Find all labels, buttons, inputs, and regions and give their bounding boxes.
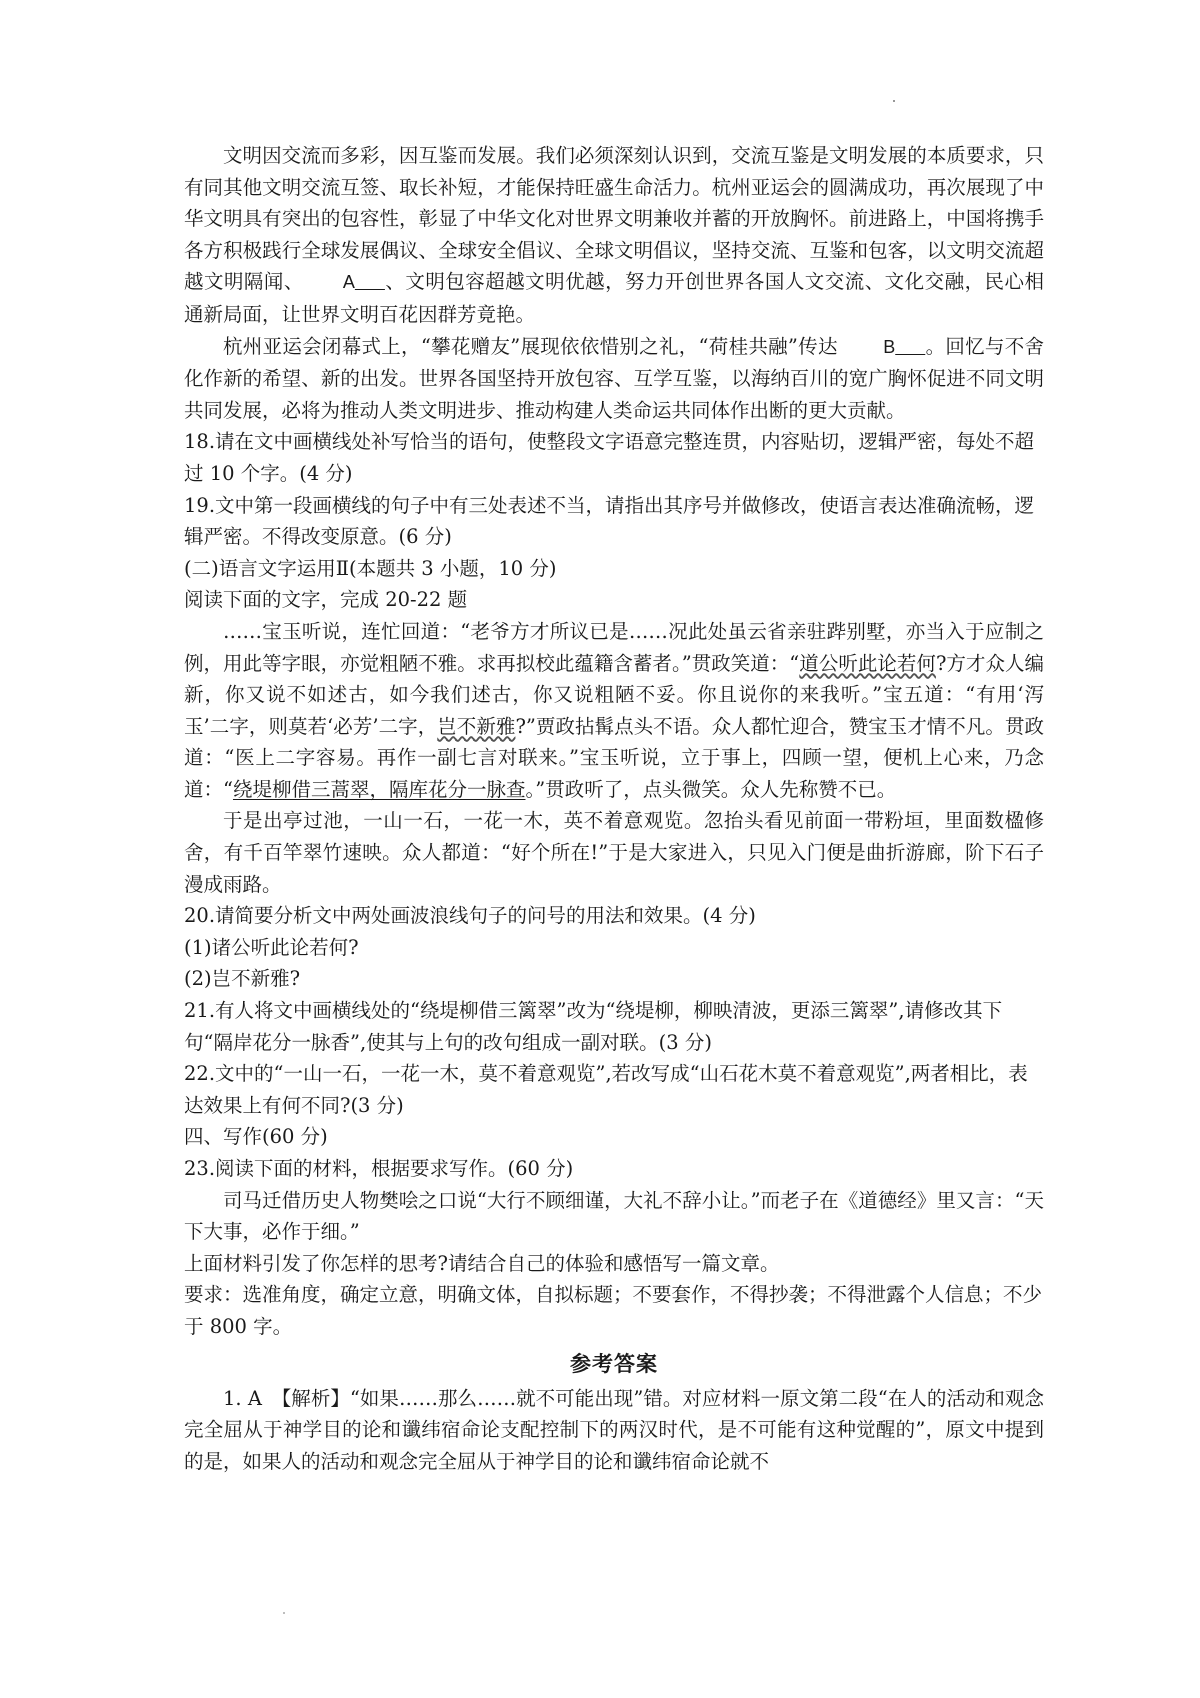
scan-speck — [893, 100, 895, 102]
question-23-requirements: 要求：选准角度，确定立意，明确文体，自拟标题；不要套作，不得抄袭；不得泄露个人信息；不少于 800 字。 — [184, 1283, 1043, 1338]
passage2-paragraph2: 于是出亭过池，一山一石，一花一木，英不着意观览。忽抬头看见前面一带粉垣，里面数楹修舍，有千百竿翠竹速映。众人都道：“好个所在!”于是大家进入，只见入门便是曲折游廊，阶下石子漫成雨路。 — [184, 809, 1044, 896]
question-21: 21.有人将文中画横线处的“绕堤柳借三篱翠”改为“绕堤柳，柳映清波，更添三篱翠”,请修改其下句“隔岸花分一脉香”,使其与上句的改句组成一副对联。(3 分) — [184, 999, 1003, 1054]
question-23-prompt: 上面材料引发了你怎样的思考?请结合自己的体验和感悟写一篇文章。 — [184, 1251, 780, 1275]
passage1-paragraph2: 杭州亚运会闭幕式上，“攀花赠友”展现依依惜别之礼，“荷桂共融”传达 B 。回忆与不舍化作新的希望、新的出发。世界各国坚持开放包容、互学互鉴，以海纳百川的宽广胸怀促进不同文明共同发展，必将为推动人类文明进步、推动构建人类命运共同体作出断的更大贡献。 — [184, 331, 1044, 427]
section-4-title: 四、写作(60 分) — [184, 1125, 328, 1149]
passage2-paragraph1: ……宝玉听说，连忙回道：“老爷方才所议已是……况此处虽云省亲驻跸别墅，亦当入于应制之例，用此等字眼，亦觉粗陋不雅。求再拟校此蕴籍含蓄者。”贯政笑道：“道公听此论若何?方才众人编新，你又说不如述古，如今我们述古，你又说粗陋不妥。你且说你的来我听。”宝五道：“有用‘泻玉’二字，则莫若‘必芳’二字，岂不新雅?”贾政拈髯点头不语。众人都忙迎合，赞宝玉才情不凡。贯政道：“医上二字容易。再作一副七言对联来。”宝玉听说，立于事上，四顾一望，便机上心来，乃念道：“绕堤柳借三蒿翠，隔库花分一脉查。”贯政听了，点头微笑。众人先称赞不已。 — [184, 619, 1044, 801]
question-20-part-2: (2)岂不新雅? — [184, 967, 301, 991]
section-2-title: (二)语言文字运用Ⅱ(本题共 3 小题，10 分) — [184, 556, 557, 580]
question-20: 20.请简要分析文中两处画波浪线句子的问号的用法和效果。(4 分) — [184, 904, 756, 928]
underlined-couplet: 绕堤柳借三蒿翠，隔库花分一脉查 — [232, 777, 526, 801]
answer-1: 1. A 【解析】“如果……那么……就不可能出现”错。对应材料一原文第二段“在人的活动和观念完全屈从于神学目的论和谶纬宿命论支配控制下的两汉时代，是不可能有这种觉醒的”，原文中提到的是，如果人的活动和观念完全屈从于神学目的论和谶纬宿命论就不 — [184, 1386, 1044, 1473]
scan-speck-bottom — [283, 1612, 285, 1614]
document-page — [184, 140, 1044, 1477]
question-18: 18.请在文中画横线处补写恰当的语句，使整段文字语意完整连贯，内容贴切，逻辑严密，每处不超过 10 个字。(4 分) — [184, 430, 1035, 485]
answers-heading: 参考答案 — [570, 1350, 658, 1376]
question-20-part-1: (1)诸公听此论若何? — [184, 935, 359, 959]
section-2-instruction: 阅读下面的文字，完成 20-22 题 — [184, 588, 468, 612]
question-22: 22.文中的“一山一石，一花一木，莫不着意观览”,若改写成“山石花木莫不着意观览”,两者相比，表达效果上有何不同?(3 分) — [184, 1062, 1028, 1117]
question-23-material: 司马迁借历史人物樊哙之口说“大行不顾细谨，大礼不辞小让。”而老子在《道德经》里又言：“天下大事，必作于细。” — [184, 1188, 1044, 1244]
question-23: 23.阅读下面的材料，根据要求写作。(60 分) — [184, 1157, 574, 1180]
wavy-sentence-2: 岂不新雅 — [437, 714, 516, 738]
blank-b: B — [883, 336, 896, 357]
blank-a: A — [342, 272, 355, 293]
passage1-paragraph1: 文明因交流而多彩，因互鉴而发展。我们必须深刻认识到，交流互鉴是文明发展的本质要求，只有同其他文明交流互签、取长补短，才能保持旺盛生命活力。杭州亚运会的圆满成功，再次展现了中华文明具有突出的包容性，彰显了中华文化对世界文明兼收并蓄的开放胸怀。前进路上，中国将携手各方积极践行全球发展偶议、全球安全倡议、全球文明倡议，坚持交流、互鉴和包客，以文明交流超越文明隔闻、 A 、文明包容超越文明优越，努力开创世界各国人文交流、文化交融，民心相通新局面，让世界文明百花因群芳竟艳。 — [184, 144, 1044, 326]
wavy-sentence-1: 道公听此论若何 — [799, 651, 936, 675]
question-19: 19.文中第一段画横线的句子中有三处表述不当，请指出其序号并做修改，使语言表达准确流畅，逻辑严密。不得改变原意。(6 分) — [184, 493, 1035, 549]
